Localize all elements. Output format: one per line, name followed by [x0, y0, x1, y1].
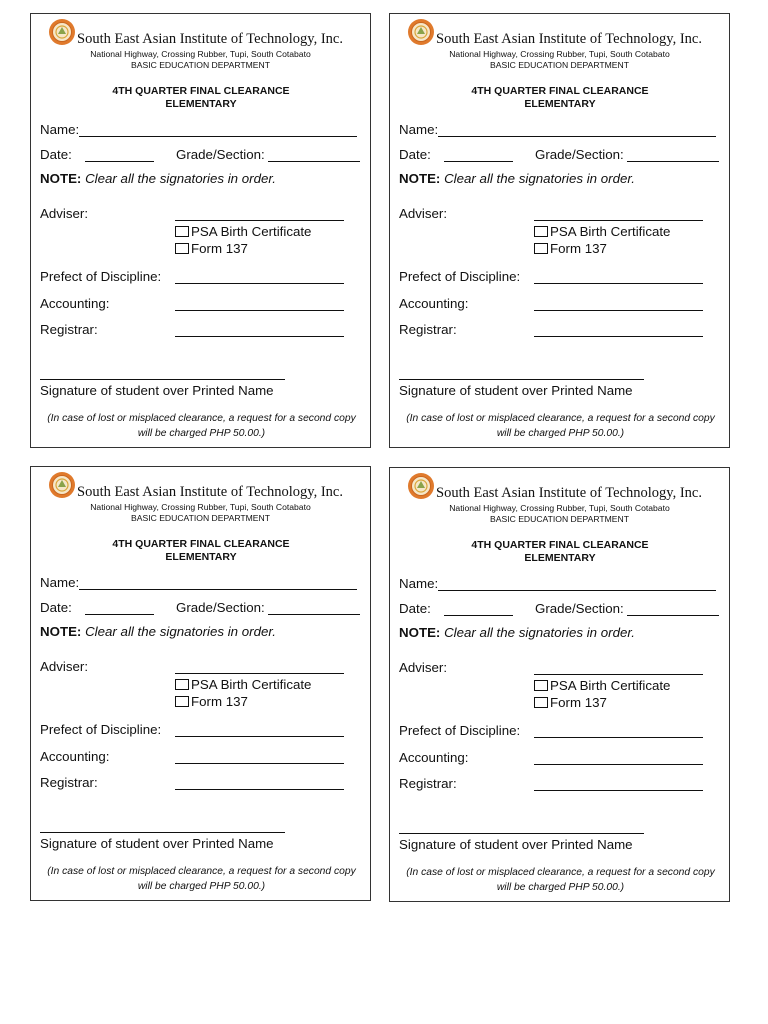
school-seal-icon [48, 18, 76, 46]
registrar-signature-line[interactable] [175, 789, 344, 790]
footnote: (In case of lost or misplaced clearance, a request for a second copy will be charged PHP 50.00.) [47, 413, 356, 439]
form-137-item[interactable] [175, 241, 248, 257]
student-signature-label: Signature of student over Printed Name [40, 836, 274, 851]
registrar-label: Registrar: [40, 775, 98, 790]
department: BASIC EDUCATION DEPARTMENT [490, 514, 629, 524]
note-text: Clear all the signatories in order. [444, 171, 636, 186]
psa-birth-certificate-item[interactable] [175, 224, 311, 240]
date-field[interactable] [444, 615, 513, 616]
adviser-signature-line[interactable] [534, 674, 703, 675]
prefect-label: Prefect of Discipline: [399, 269, 521, 284]
prefect-signature-line[interactable] [175, 736, 344, 737]
card-header [390, 468, 729, 528]
registrar-label: Registrar: [40, 322, 98, 337]
name-label: Name: [399, 122, 439, 137]
clearance-title: 4TH QUARTER FINAL CLEARANCE [471, 539, 649, 551]
note-label: NOTE: [399, 171, 441, 186]
clearance-level: ELEMENTARY [165, 551, 237, 563]
school-name: South East Asian Institute of Technology, Inc. [77, 31, 343, 47]
psa-checkbox-label: PSA Birth Certificate [550, 224, 671, 239]
clearance-title: 4TH QUARTER FINAL CLEARANCE [112, 538, 290, 550]
school-address: National Highway, Crossing Rubber, Tupi, South Cotabato [449, 49, 670, 59]
name-field[interactable] [79, 136, 357, 137]
grade-section-label: Grade/Section: [176, 600, 265, 615]
registrar-label: Registrar: [399, 776, 457, 791]
form-137-checkbox-label: Form 137 [191, 694, 248, 709]
prefect-signature-line[interactable] [175, 283, 344, 284]
form-137-checkbox[interactable] [175, 243, 189, 254]
card-header [31, 14, 370, 74]
card-header [390, 14, 729, 74]
registrar-signature-line[interactable] [175, 336, 344, 337]
registrar-signature-line[interactable] [534, 790, 703, 791]
form-137-item[interactable] [534, 241, 607, 257]
prefect-label: Prefect of Discipline: [40, 722, 162, 737]
school-seal-icon [48, 471, 76, 499]
clearance-card [389, 467, 730, 902]
date-label: Date: [399, 147, 431, 162]
footnote: (In case of lost or misplaced clearance, a request for a second copy will be charged PHP 50.00.) [47, 866, 356, 892]
accounting-label: Accounting: [399, 750, 469, 765]
student-signature-label: Signature of student over Printed Name [399, 383, 633, 398]
registrar-label: Registrar: [399, 322, 457, 337]
student-signature-label: Signature of student over Printed Name [399, 837, 633, 852]
accounting-label: Accounting: [40, 296, 110, 311]
prefect-label: Prefect of Discipline: [399, 723, 521, 738]
prefect-label: Prefect of Discipline: [40, 269, 162, 284]
date-field[interactable] [85, 614, 154, 615]
student-signature-line[interactable] [40, 379, 285, 380]
note [40, 624, 276, 640]
note [399, 171, 635, 187]
adviser-label: Adviser: [40, 659, 89, 674]
school-seal-icon [407, 18, 435, 46]
form-137-checkbox[interactable] [534, 243, 548, 254]
psa-checkbox[interactable] [534, 680, 548, 691]
footnote: (In case of lost or misplaced clearance, a request for a second copy will be charged PHP 50.00.) [406, 867, 715, 893]
name-field[interactable] [79, 589, 357, 590]
note-text: Clear all the signatories in order. [444, 625, 636, 640]
note [40, 171, 276, 187]
grade-section-label: Grade/Section: [535, 147, 624, 162]
accounting-signature-line[interactable] [175, 310, 344, 311]
psa-checkbox-label: PSA Birth Certificate [191, 224, 312, 239]
clearance-title: 4TH QUARTER FINAL CLEARANCE [112, 85, 290, 97]
clearance-title: 4TH QUARTER FINAL CLEARANCE [471, 85, 649, 97]
accounting-signature-line[interactable] [175, 763, 344, 764]
student-signature-line[interactable] [399, 379, 644, 380]
date-label: Date: [399, 601, 431, 616]
school-address: National Highway, Crossing Rubber, Tupi, South Cotabato [90, 49, 311, 59]
form-137-item[interactable] [175, 694, 248, 710]
prefect-signature-line[interactable] [534, 737, 703, 738]
clearance-level: ELEMENTARY [524, 552, 596, 564]
psa-birth-certificate-item[interactable] [534, 224, 670, 240]
adviser-label: Adviser: [399, 660, 448, 675]
psa-checkbox[interactable] [175, 226, 189, 237]
grade-section-label: Grade/Section: [535, 601, 624, 616]
school-name: South East Asian Institute of Technology, Inc. [436, 31, 702, 47]
clearance-card [389, 13, 730, 448]
student-signature-label: Signature of student over Printed Name [40, 383, 274, 398]
note-label: NOTE: [40, 624, 82, 639]
grade-section-field[interactable] [627, 615, 719, 616]
clearance-level: ELEMENTARY [524, 98, 596, 110]
prefect-signature-line[interactable] [534, 283, 703, 284]
department: BASIC EDUCATION DEPARTMENT [490, 60, 629, 70]
clearance-level: ELEMENTARY [165, 98, 237, 110]
psa-checkbox-label: PSA Birth Certificate [550, 678, 671, 693]
school-address: National Highway, Crossing Rubber, Tupi, South Cotabato [449, 503, 670, 513]
accounting-signature-line[interactable] [534, 310, 703, 311]
date-label: Date: [40, 600, 72, 615]
form-137-checkbox-label: Form 137 [550, 241, 607, 256]
form-137-checkbox[interactable] [175, 696, 189, 707]
adviser-signature-line[interactable] [175, 673, 344, 674]
footnote: (In case of lost or misplaced clearance, a request for a second copy will be charged PHP 50.00.) [406, 413, 715, 439]
grade-section-field[interactable] [268, 161, 360, 162]
name-label: Name: [399, 576, 439, 591]
psa-birth-certificate-item[interactable] [534, 678, 670, 694]
adviser-signature-line[interactable] [175, 220, 344, 221]
adviser-label: Adviser: [40, 206, 89, 221]
grade-section-field[interactable] [627, 161, 719, 162]
student-signature-line[interactable] [399, 833, 644, 834]
registrar-signature-line[interactable] [534, 336, 703, 337]
card-header [31, 467, 370, 527]
note-text: Clear all the signatories in order. [85, 624, 277, 639]
form-137-checkbox[interactable] [534, 697, 548, 708]
note [399, 625, 635, 641]
psa-checkbox[interactable] [175, 679, 189, 690]
date-label: Date: [40, 147, 72, 162]
department: BASIC EDUCATION DEPARTMENT [131, 513, 270, 523]
psa-checkbox-label: PSA Birth Certificate [191, 677, 312, 692]
school-name: South East Asian Institute of Technology, Inc. [436, 485, 702, 501]
date-field[interactable] [85, 161, 154, 162]
form-137-checkbox-label: Form 137 [191, 241, 248, 256]
note-label: NOTE: [399, 625, 441, 640]
department: BASIC EDUCATION DEPARTMENT [131, 60, 270, 70]
psa-checkbox[interactable] [534, 226, 548, 237]
note-label: NOTE: [40, 171, 82, 186]
psa-birth-certificate-item[interactable] [175, 677, 311, 693]
adviser-signature-line[interactable] [534, 220, 703, 221]
school-address: National Highway, Crossing Rubber, Tupi, South Cotabato [90, 502, 311, 512]
name-label: Name: [40, 122, 80, 137]
accounting-label: Accounting: [399, 296, 469, 311]
grade-section-label: Grade/Section: [176, 147, 265, 162]
school-name: South East Asian Institute of Technology, Inc. [77, 484, 343, 500]
adviser-label: Adviser: [399, 206, 448, 221]
form-137-checkbox-label: Form 137 [550, 695, 607, 710]
clearance-card [30, 466, 371, 901]
name-field[interactable] [438, 590, 716, 591]
name-field[interactable] [438, 136, 716, 137]
student-signature-line[interactable] [40, 832, 285, 833]
name-label: Name: [40, 575, 80, 590]
note-text: Clear all the signatories in order. [85, 171, 277, 186]
school-seal-icon [407, 472, 435, 500]
clearance-card [30, 13, 371, 448]
accounting-signature-line[interactable] [534, 764, 703, 765]
form-137-item[interactable] [534, 695, 607, 711]
date-field[interactable] [444, 161, 513, 162]
grade-section-field[interactable] [268, 614, 360, 615]
accounting-label: Accounting: [40, 749, 110, 764]
